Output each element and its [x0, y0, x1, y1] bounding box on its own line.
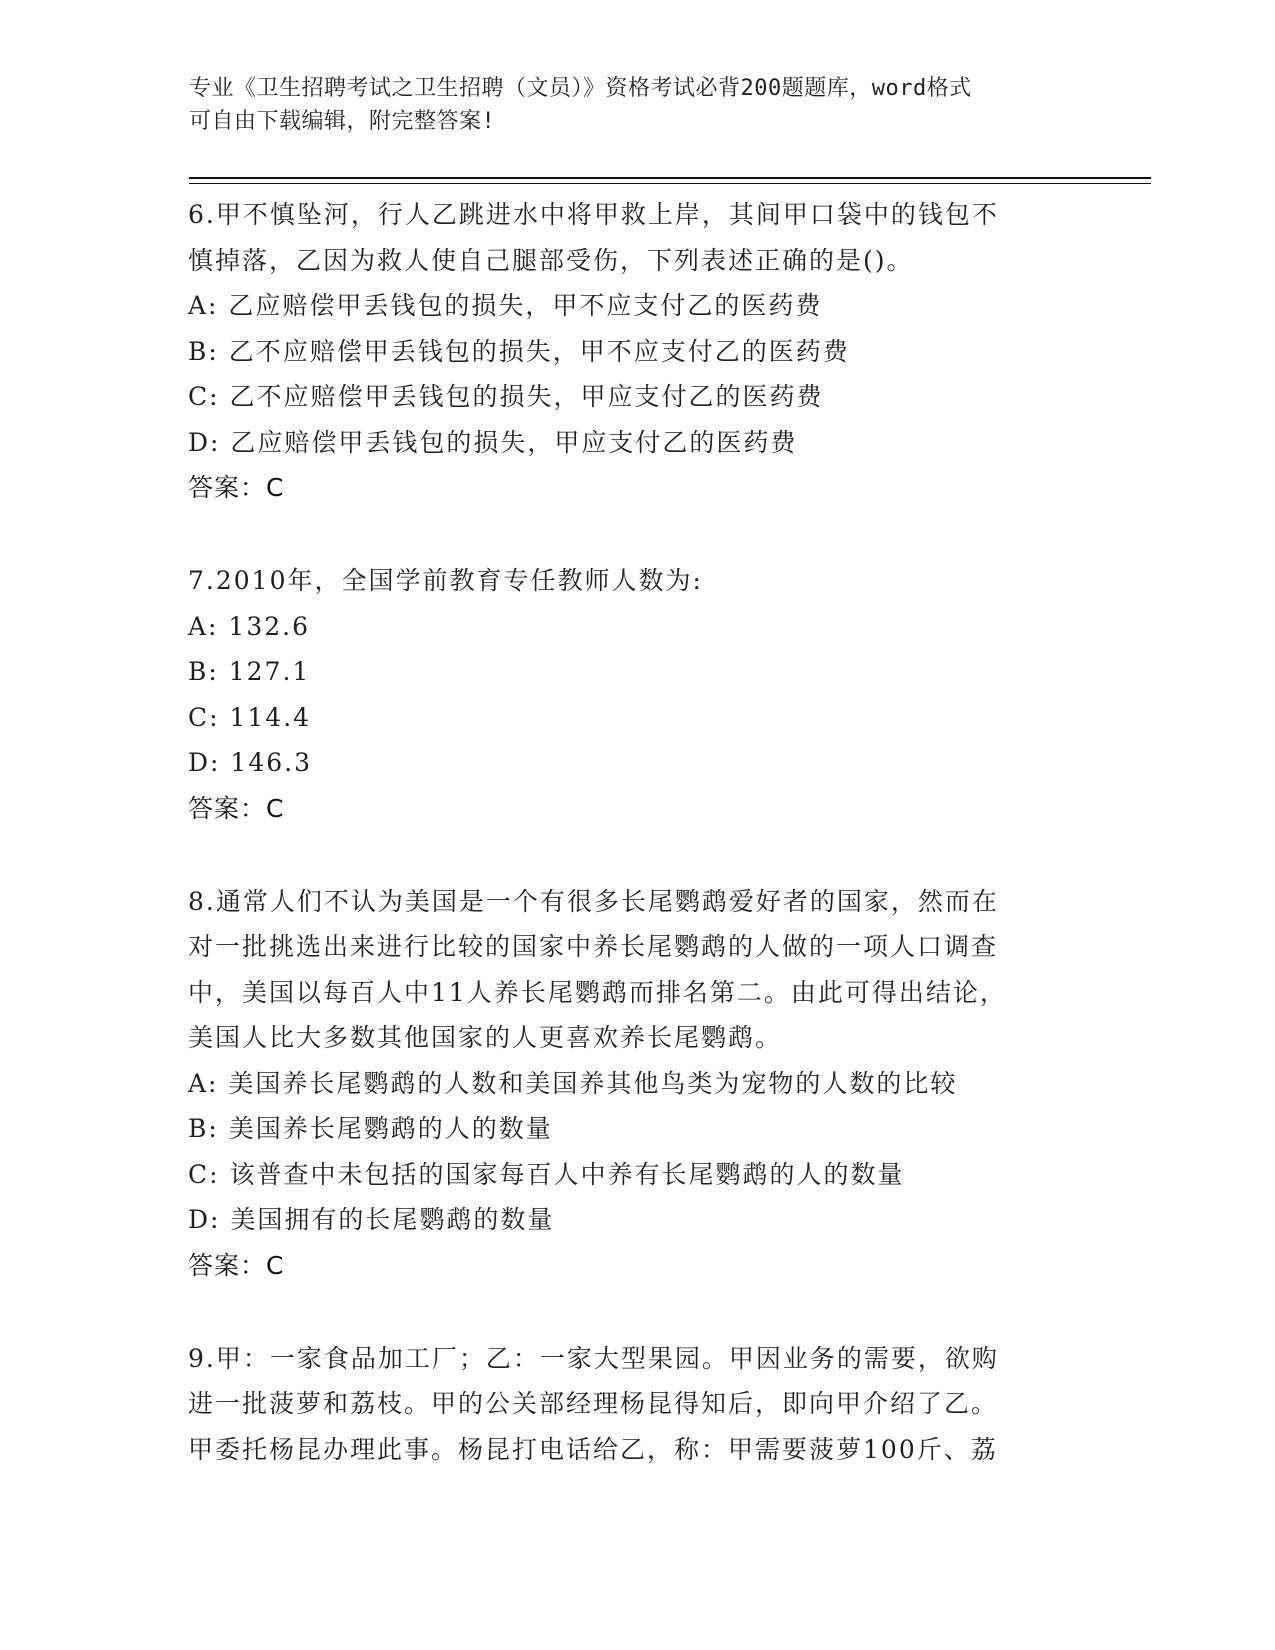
- question-text-line: 甲委托杨昆办理此事。杨昆打电话给乙，称：甲需要菠萝100斤、荔: [188, 1434, 998, 1464]
- question-text-line: 对一批挑选出来进行比较的国家中养长尾鹦鹉的人做的一项人口调查: [188, 932, 999, 961]
- answer-label: 答案：C: [188, 1250, 285, 1280]
- question-text-line: 进一批菠萝和荔枝。甲的公关部经理杨昆得知后，即向甲介绍了乙。: [188, 1389, 999, 1418]
- question-text-line: 美国人比大多数其他国家的人更喜欢养长尾鹦鹉。: [188, 1023, 783, 1052]
- header-divider-thin: [189, 183, 1151, 184]
- question-7: [188, 558, 1088, 831]
- option-b: B: 美国养长尾鹦鹉的人的数量: [188, 1114, 553, 1143]
- question-text-line: 8.通常人们不认为美国是一个有很多长尾鹦鹉爱好者的国家，然而在: [188, 886, 999, 916]
- question-text-line: 中，美国以每百人中11人养长尾鹦鹉而排名第二。由此可得出结论，: [188, 977, 1007, 1007]
- question-6: [188, 192, 1088, 510]
- option-d: D: 146.3: [188, 748, 312, 777]
- header-divider-thick: [189, 177, 1151, 179]
- answer-label: 答案：C: [188, 793, 285, 823]
- question-list: [188, 192, 1088, 1520]
- question-8: [188, 879, 1088, 1288]
- option-a: A: 132.6: [188, 611, 310, 641]
- option-a: A: 乙应赔偿甲丢钱包的损失，甲不应支付乙的医药费: [188, 291, 823, 320]
- question-text-line: 7.2010年，全国学前教育专任教师人数为:: [188, 566, 703, 595]
- question-text-line: 6.甲不慎坠河，行人乙跳进水中将甲救上岸，其间甲口袋中的钱包不: [188, 200, 999, 229]
- option-b: B: 127.1: [188, 657, 311, 686]
- question-text-line: 慎掉落，乙因为救人使自己腿部受伤，下列表述正确的是()。: [188, 245, 914, 275]
- header-title-line-1: 专业《卫生招聘考试之卫生招聘（文员）》资格考试必背200题题库，word格式: [189, 76, 972, 101]
- option-c: C: 乙不应赔偿甲丢钱包的损失，甲应支付乙的医药费: [188, 382, 824, 411]
- option-b: B: 乙不应赔偿甲丢钱包的损失，甲不应支付乙的医药费: [188, 336, 850, 366]
- option-d: D: 美国拥有的长尾鹦鹉的数量: [188, 1205, 555, 1234]
- option-d: D: 乙应赔偿甲丢钱包的损失，甲应支付乙的医药费: [188, 427, 798, 457]
- question-9: [188, 1336, 1088, 1473]
- option-c: C: 114.4: [188, 702, 312, 732]
- answer-label: 答案：C: [188, 473, 285, 502]
- header-title-line-2: 可自由下载编辑，附完整答案!: [189, 109, 496, 134]
- question-text-line: 9.甲：一家食品加工厂；乙：一家大型果园。甲因业务的需要，欲购: [188, 1343, 999, 1373]
- document-header: [189, 72, 1069, 138]
- option-c: C: 该普查中未包括的国家每百人中养有长尾鹦鹉的人的数量: [188, 1159, 905, 1189]
- option-a: A: 美国养长尾鹦鹉的人数和美国养其他鸟类为宠物的人数的比较: [188, 1068, 958, 1098]
